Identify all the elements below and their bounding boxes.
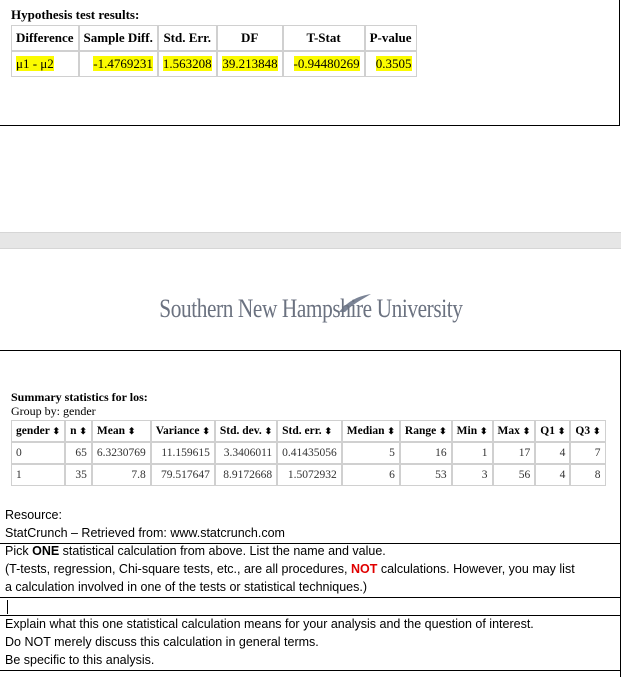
summary-title: Summary statistics for los: [11, 390, 148, 404]
table-cell: 79.517647 [151, 464, 215, 486]
sort-icon[interactable]: ⬍ [324, 426, 333, 436]
sort-icon[interactable]: ⬍ [439, 426, 447, 436]
sort-icon[interactable]: ⬍ [479, 426, 488, 436]
table-cell: 39.213848 [217, 51, 283, 77]
table-cell: 1.5072932 [277, 464, 342, 486]
sort-icon[interactable]: ⬍ [127, 426, 136, 436]
table-cell: 4 [535, 464, 570, 486]
table-cell: 6 [342, 464, 400, 486]
column-header: T-Stat [283, 25, 365, 51]
hypothesis-title: Hypothesis test results: [11, 7, 140, 22]
table-cell: 3 [452, 464, 493, 486]
table-cell: 11.159615 [151, 442, 215, 464]
table-cell: 7 [570, 442, 605, 464]
table-cell: 0.3505 [365, 51, 417, 77]
university-logo [0, 294, 621, 324]
table-cell: 1 [11, 464, 65, 486]
table-header-row [11, 420, 606, 442]
logo-text: Southern New Hampshire University [158, 294, 463, 323]
column-header: P-value [365, 25, 417, 51]
column-header-median[interactable]: Median ⬍ [342, 420, 400, 442]
table-cell: 3.3406011 [215, 442, 277, 464]
table-cell: 16 [400, 442, 452, 464]
column-header: Std. Err. [158, 25, 217, 51]
table-cell: 7.8 [92, 464, 151, 486]
summary-group-by: Group by: gender [11, 404, 96, 418]
column-header: DF [217, 25, 283, 51]
column-header-q1[interactable]: Q1 ⬍ [535, 420, 570, 442]
table-cell: 8.9172668 [215, 464, 277, 486]
table-cell: 0.41435056 [277, 442, 342, 464]
column-header-n[interactable]: n ⬍ [65, 420, 92, 442]
text-cursor[interactable] [7, 600, 8, 614]
column-header-gender[interactable]: gender ⬍ [11, 420, 65, 442]
table-cell: 56 [493, 464, 536, 486]
table-header-row [11, 25, 417, 51]
column-header-variance[interactable]: Variance ⬍ [151, 420, 215, 442]
sort-icon[interactable]: ⬍ [202, 426, 210, 436]
sort-icon[interactable]: ⬍ [593, 426, 601, 436]
table-cell: 65 [65, 442, 92, 464]
column-header-range[interactable]: Range ⬍ [400, 420, 452, 442]
resource-label: Resource: [5, 508, 62, 522]
table-row [11, 51, 417, 77]
sort-icon[interactable]: ⬍ [264, 426, 273, 436]
divider [0, 597, 621, 598]
prompt2-line1: Explain what this one statistical calculation means for your analysis and the question of interest. [5, 617, 534, 631]
column-header-std-err[interactable]: Std. err. ⬍ [277, 420, 342, 442]
table-cell: -0.94480269 [283, 51, 365, 77]
sort-icon[interactable]: ⬍ [387, 426, 395, 436]
prompt2-line2: Do NOT merely discuss this calculation in general terms. [5, 635, 319, 649]
sort-icon[interactable]: ⬍ [52, 426, 61, 436]
prompt2-line3: Be specific to this analysis. [5, 653, 155, 667]
table-cell: μ1 - μ2 [11, 51, 79, 77]
table-cell: 8 [570, 464, 605, 486]
column-header: Sample Diff. [79, 25, 158, 51]
sort-icon[interactable]: ⬍ [79, 426, 87, 436]
column-header-q3[interactable]: Q3 ⬍ [570, 420, 605, 442]
table-cell: 17 [493, 442, 536, 464]
resource-source: StatCrunch – Retrieved from: www.statcrunch.com [5, 526, 285, 540]
divider-band [0, 232, 621, 249]
table-cell: 53 [400, 464, 452, 486]
prompt1-line3: a calculation involved in one of the tests or statistical techniques.) [5, 580, 368, 594]
hypothesis-table [11, 25, 417, 77]
column-header-mean[interactable]: Mean ⬍ [92, 420, 151, 442]
table-cell: 4 [535, 442, 570, 464]
divider [0, 615, 621, 616]
table-cell: 1 [452, 442, 493, 464]
summary-table [11, 420, 606, 486]
table-cell: 5 [342, 442, 400, 464]
column-header-min[interactable]: Min ⬍ [452, 420, 493, 442]
sort-icon[interactable]: ⬍ [522, 426, 531, 436]
prompt1-line1: Pick ONE statistical calculation from above. List the name and value. [5, 544, 386, 558]
table-cell: 0 [11, 442, 65, 464]
column-header-std-dev[interactable]: Std. dev. ⬍ [215, 420, 277, 442]
table-cell: 35 [65, 464, 92, 486]
table-cell: 1.563208 [158, 51, 217, 77]
sort-icon[interactable]: ⬍ [557, 426, 566, 436]
column-header-max[interactable]: Max ⬍ [493, 420, 536, 442]
divider [0, 670, 621, 671]
table-row [11, 442, 606, 464]
prompt1-line2: (T-tests, regression, Chi-square tests, etc., are all procedures, NOT calculations. However, you may list [5, 562, 575, 576]
column-header: Difference [11, 25, 79, 51]
table-cell: 6.3230769 [92, 442, 151, 464]
table-row [11, 464, 606, 486]
table-cell: -1.4769231 [79, 51, 158, 77]
